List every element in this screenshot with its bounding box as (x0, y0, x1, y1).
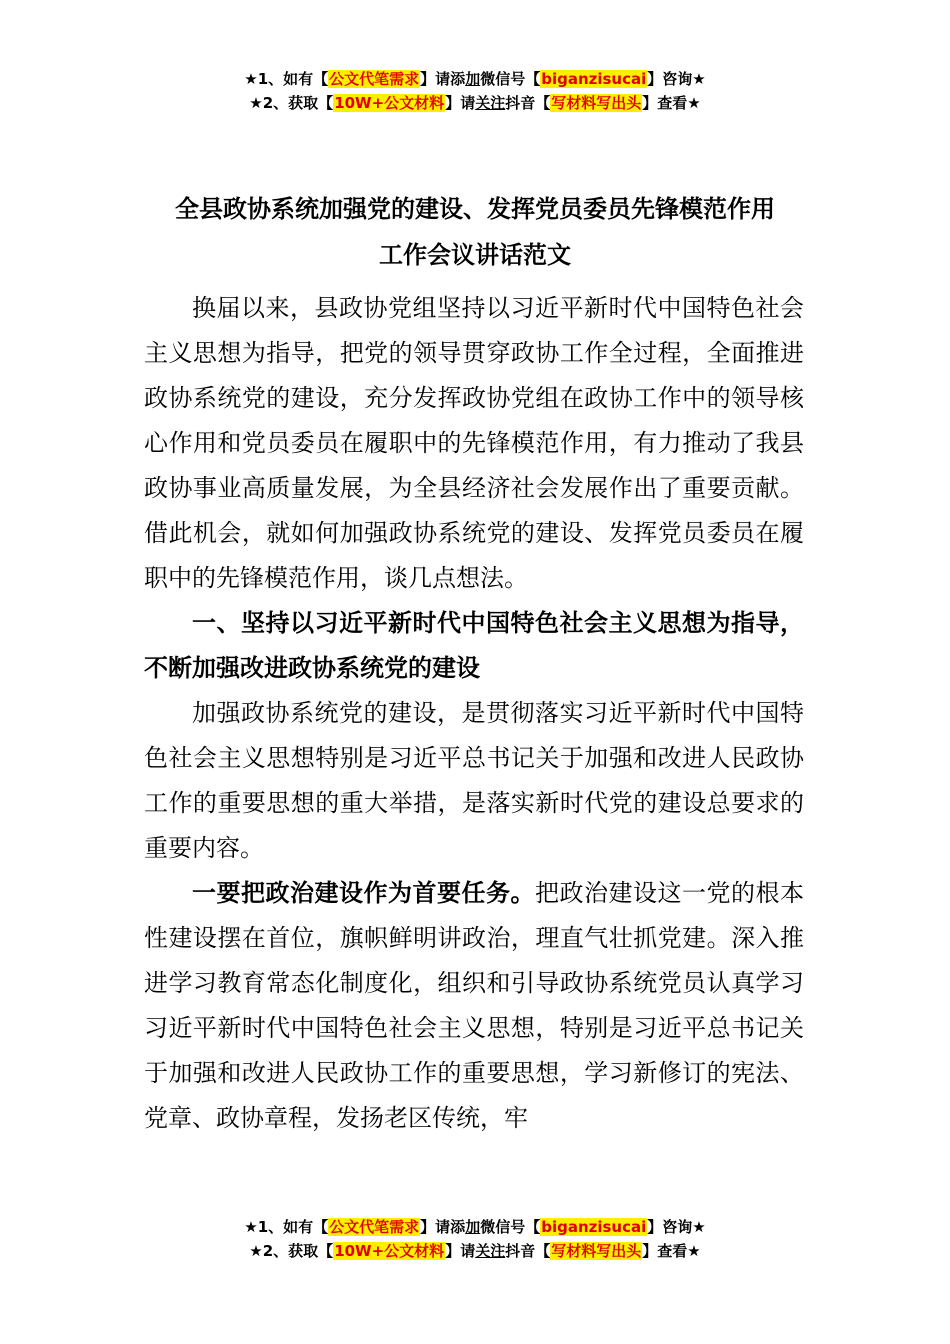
banner-text: 抖音【 (505, 1242, 551, 1260)
highlight-text: biganzisucai (541, 1218, 647, 1236)
banner-text: 】请 (445, 1242, 476, 1260)
paragraph-intro: 换届以来，县政协党组坚持以习近平新时代中国特色社会主义思想为指导，把党的领导贯穿政协工作全过程，全面推进政协系统党的建设，充分发挥政协党组在政协工作中的领导核心作用和党员委员在履职中的先锋模范作用，有力推动了我县政协事业高质量发展，为全县经济社会发展作出了重要贡献。借此机会，就如何加强政协系统党的建设、发挥党员委员在履职中的先锋模范作用，谈几点想法。 (144, 294, 804, 592)
highlight-text: 公文代笔需求 (329, 70, 420, 88)
highlight-text: 10W+公文材料 (334, 94, 445, 112)
banner-text: 】请 (445, 94, 476, 112)
highlight-text: 10W+公文材料 (334, 1242, 445, 1260)
highlight-text: biganzisucai (541, 70, 647, 88)
banner-text: 】咨询★ (647, 70, 706, 88)
highlight-text: 公文代笔需求 (329, 1218, 420, 1236)
banner-text: 】咨询★ (647, 1218, 706, 1236)
banner-text: ★1、如有【 (244, 1218, 329, 1236)
banner-line-1 (0, 1215, 950, 1239)
point-text: 把政治建设这一党的根本性建设摆在首位，旗帜鲜明讲政治，理直气壮抓党建。深入推进学习教育常态化制度化，组织和引导政协系统党员认真学习习近平新时代中国特色社会主义思想，特别是习近平总书记关于加强和改进人民政协工作的重要思想，学习新修订的宪法、党章、政协章程，发扬老区传统，牢 (144, 879, 804, 1132)
underlined-text: 关注 (475, 94, 506, 112)
banner-text: 微信号【 (480, 1218, 541, 1236)
title-line-2: 工作会议讲话范文 (379, 241, 571, 269)
point-lead: 一要把政治建设作为首要任务。 (192, 879, 535, 907)
banner-text: ★2、获取【 (249, 1242, 334, 1260)
title-line-1: 全县政协系统加强党的建设、发挥党员委员先锋模范作用 (175, 195, 775, 223)
underlined-text: 关注 (475, 1242, 506, 1260)
underlined-text: 加 (465, 70, 481, 88)
highlight-text: 写材料写出头 (551, 94, 642, 112)
banner-line-1 (0, 67, 950, 91)
paragraph-section-1: 加强政协系统党的建设，是贯彻落实习近平新时代中国特色社会主义思想特别是习近平总书记关于加强和改进人民政协工作的重要思想的重大举措，是落实新时代党的建设总要求的重要内容。 (144, 699, 804, 862)
banner-text: 】请添 (420, 70, 466, 88)
banner-text: 】查看★ (642, 94, 701, 112)
banner-text: 抖音【 (505, 94, 551, 112)
banner-line-2 (0, 91, 950, 115)
document-body (144, 286, 804, 1141)
banner-text: 】请添 (420, 1218, 466, 1236)
banner-text: ★1、如有【 (244, 70, 329, 88)
banner-text: 微信号【 (480, 70, 541, 88)
banner-line-2 (0, 1239, 950, 1263)
section-heading-1: 一、坚持以习近平新时代中国特色社会主义思想为指导，不断加强改进政协系统党的建设 (144, 609, 804, 682)
page-title (100, 186, 850, 278)
banner-text: 】查看★ (642, 1242, 701, 1260)
header-banner (0, 67, 950, 115)
banner-text: ★2、获取【 (249, 94, 334, 112)
highlight-text: 写材料写出头 (551, 1242, 642, 1260)
footer-banner (0, 1215, 950, 1263)
paragraph-point-1 (144, 871, 804, 1141)
underlined-text: 加 (465, 1218, 481, 1236)
